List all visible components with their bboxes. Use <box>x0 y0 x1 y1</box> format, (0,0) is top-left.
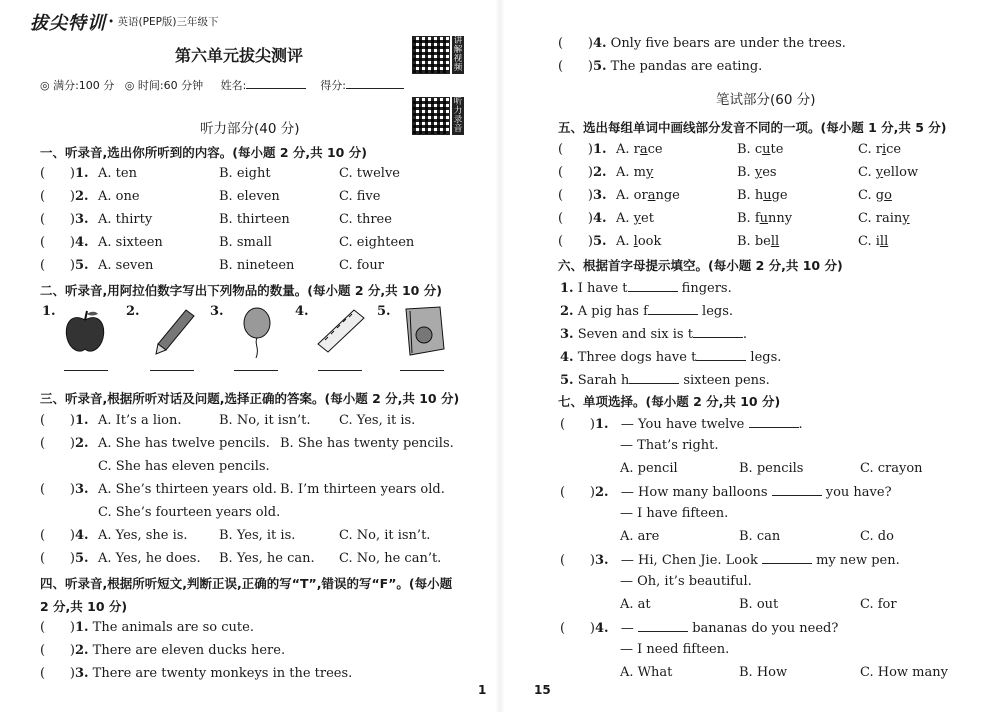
fill-blank[interactable] <box>629 371 679 384</box>
time-limit: ◎ 时间:60 分钟 <box>124 79 204 92</box>
s7-option-b[interactable]: B. out <box>739 597 779 612</box>
s4-row: ( )4. Only five bears are under the trees. <box>558 36 846 51</box>
s7-option-c[interactable]: C. How many <box>860 665 948 680</box>
qr-label-video: 讲解视频 <box>453 36 463 73</box>
s3-q5-c[interactable]: C. No, he can’t. <box>339 551 442 566</box>
fill-blank[interactable] <box>628 279 678 292</box>
qr-code-audio[interactable] <box>412 97 450 135</box>
s1-option-c[interactable]: C. eighteen <box>339 235 415 250</box>
s2-answer-line-4[interactable] <box>318 370 362 371</box>
s5-option-b[interactable]: B. cute <box>737 142 784 157</box>
s3-q5-a[interactable]: A. Yes, he does. <box>98 551 201 566</box>
s4-statement: Only five bears are under the trees. <box>610 36 846 51</box>
s3-q1-b[interactable]: B. No, it isn’t. <box>219 413 311 428</box>
s5-option-c[interactable]: C. ill <box>858 234 889 249</box>
s7-option-c[interactable]: C. for <box>860 597 897 612</box>
s5-row: ( )3. <box>558 188 607 203</box>
s4-statement: The pandas are eating. <box>610 59 763 74</box>
s1-option-b[interactable]: B. eight <box>219 166 271 181</box>
s1-option-a[interactable]: A. sixteen <box>98 235 163 250</box>
s3-q3-b[interactable]: B. I’m thirteen years old. <box>280 482 445 497</box>
s5-option-b[interactable]: B. huge <box>737 188 788 203</box>
brand-logo: 拔尖特训 <box>30 13 106 34</box>
s3-q1-a[interactable]: A. It’s a lion. <box>98 413 182 428</box>
s2-num-5: 5. <box>377 304 391 319</box>
s1-option-b[interactable]: B. thirteen <box>219 212 290 227</box>
s5-option-c[interactable]: C. rice <box>858 142 902 157</box>
page-fold <box>495 0 505 712</box>
s4-statement: There are twenty monkeys in the trees. <box>92 666 353 681</box>
s3-q2-a[interactable]: A. She has twelve pencils. <box>98 436 270 451</box>
s5-row: ( )5. <box>558 234 607 249</box>
s1-option-b[interactable]: B. small <box>219 235 272 250</box>
s5-option-a[interactable]: A. race <box>616 142 663 157</box>
s5-option-b[interactable]: B. yes <box>737 165 777 180</box>
s1-option-a[interactable]: A. one <box>98 189 140 204</box>
s1-option-b[interactable]: B. eleven <box>219 189 280 204</box>
s7-response: — I have fifteen. <box>620 506 729 521</box>
balloon-icon <box>240 306 274 360</box>
s3-q3-c[interactable]: C. She’s fourteen years old. <box>98 505 281 520</box>
s7-option-b[interactable]: B. pencils <box>739 461 804 476</box>
s7-option-b[interactable]: B. can <box>739 529 781 544</box>
s1-option-b[interactable]: B. nineteen <box>219 258 295 273</box>
s2-answer-line-2[interactable] <box>150 370 194 371</box>
listening-heading: 听力部分(40 分) <box>200 121 300 137</box>
apple-icon <box>62 308 108 354</box>
s7-option-a[interactable]: A. pencil <box>620 461 678 476</box>
s3-q3: ( )3. <box>40 482 89 497</box>
s5-option-a[interactable]: A. look <box>616 234 662 249</box>
s3-q4-b[interactable]: B. Yes, it is. <box>219 528 296 543</box>
fill-blank[interactable] <box>693 325 743 338</box>
s3-q3-a[interactable]: A. She’s thirteen years old. <box>98 482 277 497</box>
s1-option-a[interactable]: A. ten <box>98 166 137 181</box>
pencil-icon <box>152 308 196 356</box>
section5-title: 五、选出每组单词中画线部分发音不同的一项。(每小题 1 分,共 5 分) <box>558 120 947 135</box>
page-number-left: 1 <box>478 683 487 697</box>
s5-option-c[interactable]: C. go <box>858 188 892 203</box>
answer-blank[interactable] <box>772 483 822 496</box>
answer-blank[interactable] <box>762 551 812 564</box>
s5-option-a[interactable]: A. orange <box>616 188 680 203</box>
qr-code-video[interactable] <box>412 36 450 74</box>
score-field[interactable] <box>346 76 404 89</box>
section1-title: 一、听录音,选出你所听到的内容。(每小题 2 分,共 10 分) <box>40 145 367 160</box>
answer-blank[interactable] <box>749 415 799 428</box>
name-label: 姓名: <box>220 79 247 92</box>
s7-response: — That’s right. <box>620 438 719 453</box>
name-field[interactable] <box>246 76 306 89</box>
s5-option-b[interactable]: B. bell <box>737 234 780 249</box>
s7-response: — I need fifteen. <box>620 642 730 657</box>
s3-q4: ( )4. <box>40 528 89 543</box>
s7-option-b[interactable]: B. How <box>739 665 788 680</box>
s4-row: ( )2. There are eleven ducks here. <box>40 643 286 658</box>
s2-answer-line-5[interactable] <box>400 370 444 371</box>
s3-q4-c[interactable]: C. No, it isn’t. <box>339 528 431 543</box>
s1-option-c[interactable]: C. twelve <box>339 166 400 181</box>
s7-option-a[interactable]: A. at <box>620 597 651 612</box>
s5-option-c[interactable]: C. rainy <box>858 211 910 226</box>
s5-option-a[interactable]: A. yet <box>616 211 654 226</box>
ruler-icon <box>316 308 366 354</box>
s7-question: ( )4. — bananas do you need? <box>560 621 839 636</box>
section2-title: 二、听录音,用阿拉伯数字写出下列物品的数量。(每小题 2 分,共 10 分) <box>40 283 442 298</box>
s2-answer-line-1[interactable] <box>64 370 108 371</box>
score-label: 得分: <box>320 79 347 92</box>
full-score: ◎ 满分:100 分 <box>40 79 115 92</box>
s2-num-3: 3. <box>210 304 224 319</box>
s2-num-2: 2. <box>126 304 140 319</box>
s2-answer-line-3[interactable] <box>234 370 278 371</box>
s1-option-a[interactable]: A. seven <box>98 258 154 273</box>
s7-question: ( )2. — How many balloons you have? <box>560 485 892 500</box>
s5-row: ( )2. <box>558 165 607 180</box>
s1-row: ( )1. <box>40 166 89 181</box>
s2-num-4: 4. <box>295 304 309 319</box>
s4-row: ( )1. The animals are so cute. <box>40 620 254 635</box>
s4-statement: There are eleven ducks here. <box>92 643 286 658</box>
s7-option-a[interactable]: A. are <box>620 529 660 544</box>
s2-num-1: 1. <box>42 304 56 319</box>
fill-blank[interactable] <box>648 302 698 315</box>
page-title: 第六单元拔尖测评 <box>175 46 304 65</box>
s1-row: ( )5. <box>40 258 89 273</box>
page-number-right: 15 <box>534 683 551 697</box>
s3-q2-c[interactable]: C. She has eleven pencils. <box>98 459 270 474</box>
fill-blank[interactable] <box>696 348 746 361</box>
s7-question: ( )1. — You have twelve . <box>560 417 803 432</box>
header-subject: • 英语(PEP版)三年级下 <box>108 16 219 28</box>
s4-row: ( )3. There are twenty monkeys in the trees. <box>40 666 353 681</box>
s6-row: 3. Seven and six is t . <box>560 327 748 342</box>
s4-row: ( )5. The pandas are eating. <box>558 59 763 74</box>
s1-option-c[interactable]: C. four <box>339 258 384 273</box>
s3-q1-c[interactable]: C. Yes, it is. <box>339 413 416 428</box>
s5-option-a[interactable]: A. my <box>616 165 654 180</box>
section4-title-cont: 2 分,共 10 分) <box>40 599 128 614</box>
s5-option-b[interactable]: B. funny <box>737 211 793 226</box>
s6-row: 2. A pig has f legs. <box>560 304 734 319</box>
s7-question: ( )3. — Hi, Chen Jie. Look my new pen. <box>560 553 900 568</box>
s3-q2-b[interactable]: B. She has twenty pencils. <box>280 436 454 451</box>
s7-response: — Oh, it’s beautiful. <box>620 574 752 589</box>
qr-label-audio: 听力录音 <box>453 97 463 134</box>
s7-option-c[interactable]: C. crayon <box>860 461 923 476</box>
answer-blank[interactable] <box>638 619 688 632</box>
s6-row: 4. Three dogs have t legs. <box>560 350 782 365</box>
s5-option-c[interactable]: C. yellow <box>858 165 919 180</box>
s6-row: 1. I have t fingers. <box>560 281 732 296</box>
s1-row: ( )4. <box>40 235 89 250</box>
s3-q4-a[interactable]: A. Yes, she is. <box>98 528 188 543</box>
s3-q2: ( )2. <box>40 436 89 451</box>
s3-q5: ( )5. <box>40 551 89 566</box>
s4-statement: The animals are so cute. <box>92 620 254 635</box>
s6-row: 5. Sarah h sixteen pens. <box>560 373 770 388</box>
exam-meta <box>40 76 404 93</box>
s7-option-c[interactable]: C. do <box>860 529 894 544</box>
s3-q1: ( )1. <box>40 413 89 428</box>
written-heading: 笔试部分(60 分) <box>716 92 816 108</box>
s3-q5-b[interactable]: B. Yes, he can. <box>219 551 315 566</box>
s7-option-a[interactable]: A. What <box>620 665 673 680</box>
section7-title: 七、单项选择。(每小题 2 分,共 10 分) <box>558 394 781 409</box>
notebook-icon <box>398 305 446 357</box>
s1-option-c[interactable]: C. five <box>339 189 381 204</box>
s1-row: ( )3. <box>40 212 89 227</box>
s5-row: ( )4. <box>558 211 607 226</box>
section4-title: 四、听录音,根据所听短文,判断正误,正确的写“T”,错误的写“F”。(每小题 <box>40 576 453 591</box>
section3-title: 三、听录音,根据所听对话及问题,选择正确的答案。(每小题 2 分,共 10 分) <box>40 391 460 406</box>
s5-row: ( )1. <box>558 142 607 157</box>
s1-row: ( )2. <box>40 189 89 204</box>
s1-option-a[interactable]: A. thirty <box>98 212 153 227</box>
s1-option-c[interactable]: C. three <box>339 212 392 227</box>
section6-title: 六、根据首字母提示填空。(每小题 2 分,共 10 分) <box>558 258 843 273</box>
